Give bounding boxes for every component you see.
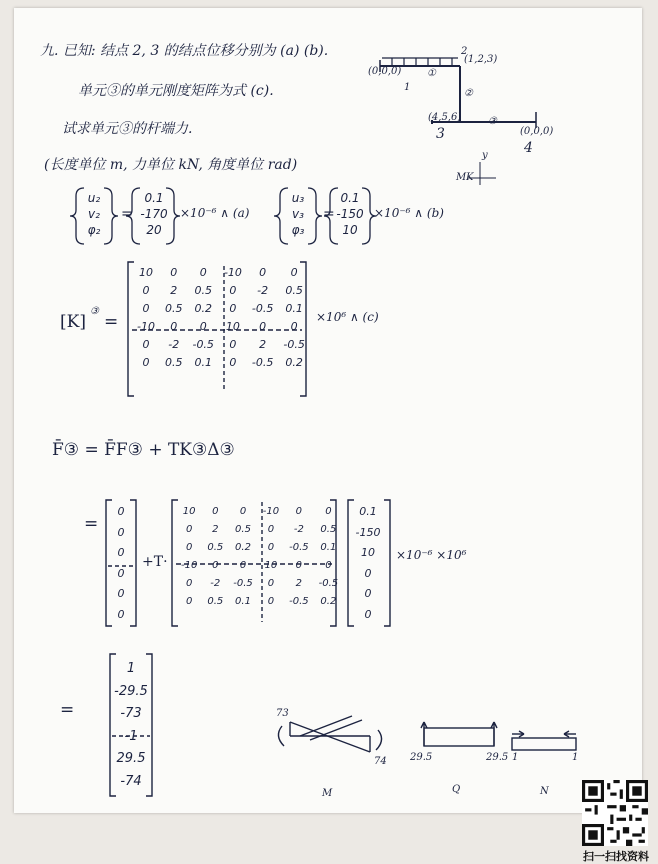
support-1-code: (0,0,0) <box>368 66 402 77</box>
disp-b-suffix: ×10⁻⁶ ∧ (b) <box>374 206 444 220</box>
calc-k-cell: -0.5 <box>289 595 309 607</box>
stiffness-cell: 10 <box>138 265 153 279</box>
calc-k-cell: 0 <box>239 505 247 517</box>
calc-k-cell: -2 <box>293 523 304 535</box>
calc-k-cell: 0.2 <box>235 541 251 553</box>
support-4-code: (0,0,0) <box>520 126 554 137</box>
stiffness-cell: 0 <box>170 319 178 333</box>
node-3-label: 3 <box>436 126 445 142</box>
stiffness-cell: -0.5 <box>192 337 214 351</box>
m-top-value: 73 <box>276 708 289 719</box>
stiffness-cell: 0 <box>229 301 237 315</box>
element-2-label: ② <box>464 88 473 99</box>
stiffness-cell: 2 <box>259 337 267 351</box>
node-4-label: 4 <box>524 140 533 156</box>
stiffness-cell: 0 <box>229 355 237 369</box>
calc-k-cell: -10 <box>181 559 198 571</box>
q-label: Q <box>452 784 461 795</box>
disp-a-lhs-0: u₂ <box>87 191 101 205</box>
calc-k-cell: 0 <box>267 541 275 553</box>
stiffness-label: [K] <box>60 312 86 332</box>
stiffness-cell: 0 <box>259 265 267 279</box>
problem-line-1: 九. 已知: 结点 2, 3 的结点位移分别为 (a) (b). <box>40 43 329 59</box>
element-3-label: ③ <box>488 116 497 127</box>
axis-k-label: K <box>466 172 474 183</box>
q-right-value: 29.5 <box>486 752 509 763</box>
calc-k-cell: 2 <box>295 577 303 589</box>
result-equals: = <box>60 700 75 720</box>
calc-k-cell: 0 <box>325 559 332 571</box>
calc-suffix: ×10⁻⁶ ×10⁶ <box>396 548 467 562</box>
problem-line-3: 试求单元③的杆端力. <box>62 121 193 137</box>
qr-code[interactable] <box>582 780 648 846</box>
disp-b-lhs-2: φ₃ <box>291 223 305 237</box>
disp-a-rhs-0: 0.1 <box>144 191 164 205</box>
calc-k-cell: -0.5 <box>318 577 339 589</box>
calc-k-cell: 0.5 <box>320 523 337 535</box>
axis-y-label: y <box>482 150 488 161</box>
node-2-code: (1,2,3) <box>464 54 498 65</box>
stiffness-cell: 10 <box>225 319 240 333</box>
stiffness-cell: 0 <box>170 265 178 279</box>
equals-b: = <box>323 206 335 222</box>
calc-k-cell: 0.5 <box>207 595 224 607</box>
equals-a: = <box>121 206 133 222</box>
disp-a-lhs-1: v₂ <box>88 207 100 221</box>
stiffness-cell: 0.5 <box>285 283 303 297</box>
calc-k-cell: 0.1 <box>235 595 251 607</box>
disp-a-lhs-2: φ₂ <box>87 223 101 237</box>
calc-k-cell: 10 <box>182 505 196 517</box>
q-left-value: 29.5 <box>410 752 433 763</box>
calc-k-cell: 0 <box>212 505 219 517</box>
delta-5: 0 <box>364 607 372 621</box>
plus-t: +T· <box>142 554 168 570</box>
calc-k-cell: 0.1 <box>320 541 337 553</box>
ff-2: 0 <box>117 546 125 559</box>
calc-k-cell: 0 <box>295 559 303 571</box>
qr-caption: 扫一扫找资料 <box>583 850 649 863</box>
ff-3: 0 <box>117 566 125 580</box>
stiffness-equals: = <box>104 312 119 332</box>
calc-k-cell: 0 <box>295 505 303 517</box>
calc-k-cell: -0.5 <box>233 577 253 589</box>
calc-k-cell: -2 <box>210 577 221 589</box>
stiffness-cell: 0 <box>142 301 150 315</box>
stiffness-cell: -0.5 <box>251 355 274 369</box>
stiffness-cell: 0.2 <box>285 355 303 369</box>
disp-b-lhs-0: u₃ <box>291 191 305 205</box>
ff-5: 0 <box>117 607 125 621</box>
stiffness-cell: 0 <box>229 337 237 351</box>
stiffness-cell: 0 <box>142 337 150 351</box>
stiffness-cell: 0.5 <box>164 355 183 369</box>
calc-k-cell: 0 <box>185 577 193 589</box>
m-label: M <box>322 788 333 799</box>
result-3: -1 <box>124 728 138 744</box>
n-left-value: 1 <box>512 752 519 763</box>
ff-4: 0 <box>117 587 125 600</box>
stiffness-cell: 0.2 <box>194 301 212 315</box>
stiffness-cell: 0.5 <box>194 283 212 297</box>
calc-k-cell: -10 <box>262 505 280 517</box>
delta-1: -150 <box>355 525 381 539</box>
stiffness-cell: -0.5 <box>283 337 305 351</box>
disp-b-rhs-0: 0.1 <box>340 191 360 205</box>
calc-k-cell: 2 <box>212 523 219 535</box>
stiffness-cell: 0 <box>290 319 298 333</box>
calc-equals: = <box>84 514 99 534</box>
disp-b-lhs-1: v₃ <box>292 207 304 221</box>
m-right-value: 74 <box>374 756 387 767</box>
delta-4: 0 <box>364 587 372 600</box>
q-diagram-rect <box>424 728 494 746</box>
element-1-label: ① <box>427 68 436 79</box>
n-right-value: 1 <box>572 752 579 763</box>
calc-k-cell: 0 <box>267 523 275 535</box>
stiffness-suffix: ×10⁶ ∧ (c) <box>316 310 379 324</box>
stiffness-cell: -10 <box>137 319 155 333</box>
stiffness-cell: 0.5 <box>164 301 183 315</box>
ff-0: 0 <box>117 505 125 518</box>
calc-k-cell: 0 <box>239 559 247 571</box>
disp-a-suffix: ×10⁻⁶ ∧ (a) <box>180 206 250 220</box>
disp-a-rhs-1: -170 <box>140 207 168 221</box>
n-label: N <box>540 786 549 797</box>
delta-3: 0 <box>364 566 372 580</box>
calc-k-cell: 0.5 <box>235 523 251 535</box>
stiffness-cell: 0.1 <box>194 355 212 369</box>
stiffness-cell: 0 <box>199 265 207 279</box>
result-2: -73 <box>120 706 142 721</box>
node-1-label: 1 <box>404 82 411 93</box>
stiffness-cell: -2 <box>168 337 180 351</box>
stiffness-cell: 0 <box>290 265 298 279</box>
calc-k-cell: 0 <box>185 595 193 607</box>
ff-1: 0 <box>117 525 125 539</box>
result-4: 29.5 <box>116 751 146 766</box>
stiffness-cell: 0 <box>199 319 207 333</box>
m-diagram-line <box>290 722 370 752</box>
node-2-label: 2 <box>461 46 468 57</box>
stiffness-cell: 0.1 <box>285 301 303 315</box>
formula: F̄③ = F̄F③ + TK③Δ③ <box>52 440 235 460</box>
stiffness-sup: ③ <box>90 306 99 317</box>
problem-line-4: (长度单位 m, 力单位 kN, 角度单位 rad) <box>44 157 298 173</box>
node-3-code: (4,5,6) <box>428 112 462 123</box>
stiffness-cell: -0.5 <box>251 301 274 315</box>
calc-k-cell: 0 <box>267 577 275 589</box>
stiffness-cell: 0 <box>259 319 267 333</box>
stiffness-cell: 0 <box>142 283 150 297</box>
calc-k-cell: 0.2 <box>320 595 337 607</box>
calc-k-cell: 0 <box>185 541 193 553</box>
calc-k-cell: -0.5 <box>289 541 309 553</box>
stiffness-cell: 0 <box>142 355 150 369</box>
problem-line-2: 单元③的单元刚度矩阵为式 (c). <box>78 83 274 99</box>
delta-0: 0.1 <box>359 505 377 518</box>
stiffness-cell: -2 <box>257 283 269 297</box>
stiffness-cell: -10 <box>223 265 242 279</box>
calc-k-cell: 0 <box>212 559 219 571</box>
stiffness-cell: 0 <box>229 283 237 297</box>
disp-b-rhs-1: -150 <box>336 207 364 221</box>
calc-k-cell: 0 <box>267 595 275 607</box>
stiffness-cell: 2 <box>170 283 178 297</box>
n-diagram-rect <box>512 738 576 750</box>
disp-a-rhs-2: 20 <box>146 223 162 237</box>
calc-k-cell: 10 <box>264 559 278 571</box>
delta-2: 10 <box>361 546 375 559</box>
result-5: -74 <box>120 773 142 789</box>
calc-k-cell: 0 <box>325 505 332 517</box>
calc-k-cell: 0 <box>185 523 193 535</box>
calc-k-cell: 0.5 <box>207 541 224 553</box>
result-1: -29.5 <box>114 683 148 699</box>
result-0: 1 <box>126 661 136 676</box>
disp-b-rhs-2: 10 <box>342 223 358 237</box>
axis-m-label: M <box>456 172 467 183</box>
